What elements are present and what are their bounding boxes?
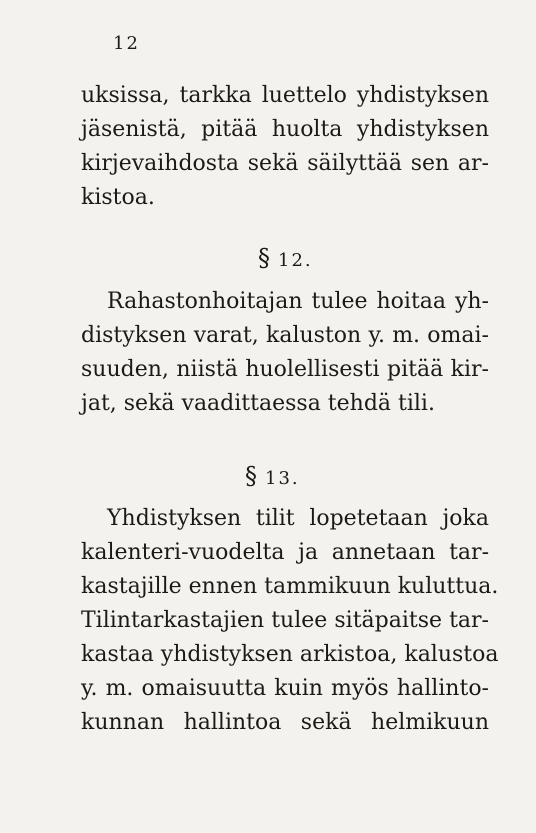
paragraph-2-line-4: jat, sekä vaadittaessa tehdä tili.	[81, 391, 435, 416]
paragraph-3-line-1: Yhdistyksen tilit lopetetaan joka	[107, 506, 489, 531]
paragraph-3-line-2: kalenteri-vuodelta ja annetaan tar-	[81, 540, 489, 565]
paragraph-1-line-2: jäsenistä, pitää huolta yhdistyksen	[81, 117, 489, 142]
paragraph-3-line-7: kunnan hallintoa sekä helmikuun	[81, 710, 489, 735]
paragraph-3-line-3: kastajille ennen tammikuun kuluttua.	[81, 574, 499, 599]
paragraph-3-line-5: kastaa yhdistyksen arkistoa, kalustoa	[81, 642, 499, 667]
section-heading-12	[258, 241, 313, 278]
page-number: 12	[113, 33, 140, 54]
paragraph-1-line-1: uksissa, tarkka luettelo yhdistyksen	[81, 83, 489, 108]
section-sign: §	[258, 244, 270, 272]
section-number: 12.	[278, 250, 313, 271]
paragraph-2-line-1: Rahastonhoitajan tulee hoitaa yh-	[107, 289, 489, 314]
paragraph-1-line-3: kirjevaihdosta sekä säilyttää sen ar-	[81, 151, 489, 176]
paragraph-3-line-6: y. m. omaisuutta kuin myös hallinto-	[81, 676, 489, 701]
paragraph-2-line-3: suuden, niistä huolellisesti pitää kir-	[81, 357, 489, 382]
section-heading-13	[245, 459, 300, 496]
section-sign: §	[245, 462, 257, 490]
paragraph-1-line-4: kistoa.	[81, 185, 155, 210]
section-number: 13.	[265, 468, 300, 489]
paragraph-3-line-4: Tilintarkastajien tulee sitäpaitse tar-	[81, 608, 489, 633]
paragraph-2-line-2: distyksen varat, kaluston y. m. omai-	[81, 323, 489, 348]
